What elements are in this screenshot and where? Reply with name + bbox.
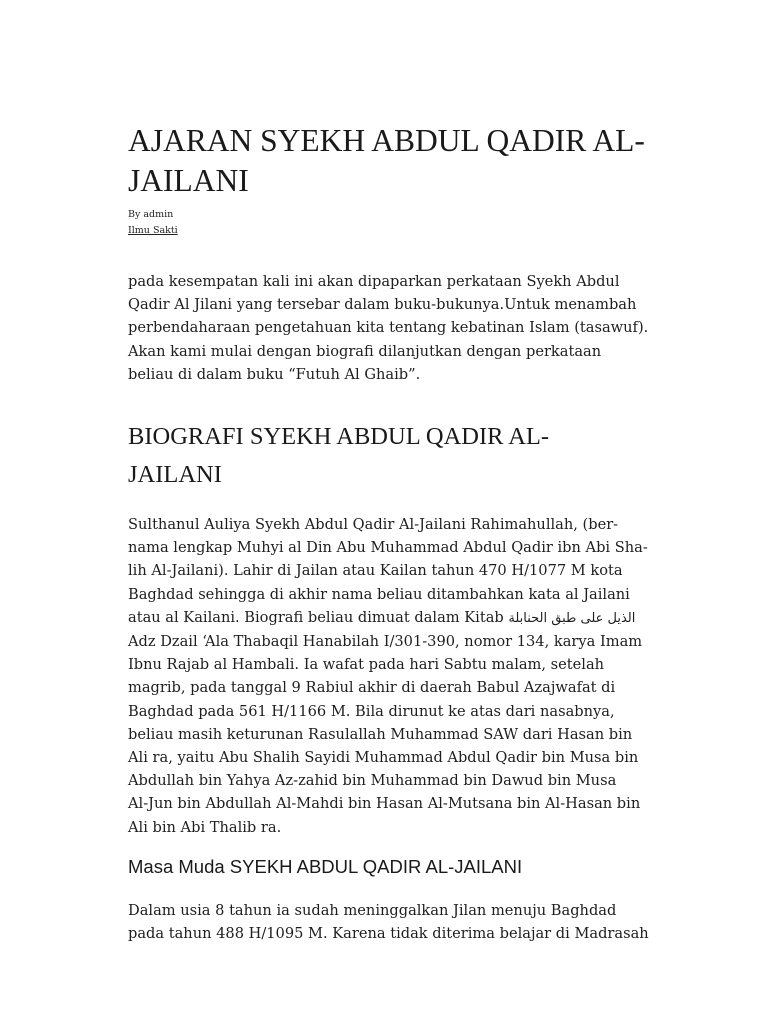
text-line: Qadir Al Jilani yang tersebar dalam buku-bukunya.Untuk menambah xyxy=(128,296,637,314)
text-line: beliau di dalam buku “Futuh Al Ghaib”. xyxy=(128,365,421,383)
arabic-book-title: الذيل على طبق الحنابلة xyxy=(508,610,636,626)
section-heading-biografi xyxy=(128,418,648,494)
text-line: Baghdad pada 561 H/1166 M. Bila dirunut ke atas dari nasabnya, xyxy=(128,702,615,720)
youth-paragraph xyxy=(128,899,649,945)
text-line: Ibnu Rajab al Hambali. Ia wafat pada hari Sabtu malam, setelah xyxy=(128,656,605,674)
category-link[interactable]: Ilmu Sakti xyxy=(128,225,178,236)
text-line: pada tahun 488 H/1095 M. Karena tidak diterima belajar di Madrasah xyxy=(128,925,649,943)
text-line: beliau masih keturunan Rasulallah Muhammad SAW dari Hasan bin xyxy=(128,725,633,743)
text-line: Akan kami mulai dengan biografi dilanjutkan dengan perkataan xyxy=(128,342,602,360)
text-line: Dalam usia 8 tahun ia sudah meninggalkan Jilan menuju Baghdad xyxy=(128,902,617,919)
subheading-masa-muda: Masa Muda SYEKH ABDUL QADIR AL-JAILANI xyxy=(128,856,523,877)
text-line: lih Al-Jailani). Lahir di Jailan atau Kailan tahun 470 H/1077 M kota xyxy=(128,562,623,580)
text-line: perbendaharaan pengetahuan kita tentang kebatinan Islam (tasawuf). xyxy=(128,319,649,337)
intro-paragraph xyxy=(128,270,649,386)
text-line xyxy=(128,606,643,630)
title-line: JAILANI xyxy=(128,163,249,198)
heading-line: JAILANI xyxy=(128,461,222,488)
text-line: magrib, pada tanggal 9 Rabiul akhir di daerah Babul Azajwafat di xyxy=(128,679,616,697)
biography-paragraph xyxy=(128,513,648,839)
text-line: Sulthanul Auliya Syekh Abdul Qadir Al-Jailani Rahimahullah, (ber- xyxy=(128,516,619,533)
heading-line: BIOGRAFI SYEKH ABDUL QADIR AL- xyxy=(128,423,550,450)
text-line: Ali ra, yaitu Abu Shalih Sayidi Muhammad Abdul Qadir bin Musa bin xyxy=(128,749,639,767)
author-byline: By admin xyxy=(128,209,174,220)
title-line: AJARAN SYEKH ABDUL QADIR AL- xyxy=(128,123,645,158)
text-line: nama lengkap Muhyi al Din Abu Muhammad Abdul Qadir ibn Abi Sha- xyxy=(128,539,648,557)
text-line: Ali bin Abi Thalib ra. xyxy=(128,818,282,836)
text-line: Abdullah bin Yahya Az-zahid bin Muhammad bin Dawud bin Musa xyxy=(128,772,617,790)
article-title xyxy=(128,121,645,201)
text-line: Adz Dzail ‘Ala Thabaqil Hanabilah I/301-390, nomor 134, karya Imam xyxy=(128,633,643,651)
text-line: Al-Jun bin Abdullah Al-Mahdi bin Hasan Al-Mutsana bin Al-Hasan bin xyxy=(128,795,641,813)
text-line: Baghdad sehingga di akhir nama beliau ditambahkan kata al Jailani xyxy=(128,585,630,603)
text-segment: atau al Kailani. Biografi beliau dimuat dalam Kitab xyxy=(128,608,504,626)
text-line: pada kesempatan kali ini akan dipaparkan perkataan Syekh Abdul xyxy=(128,273,620,290)
